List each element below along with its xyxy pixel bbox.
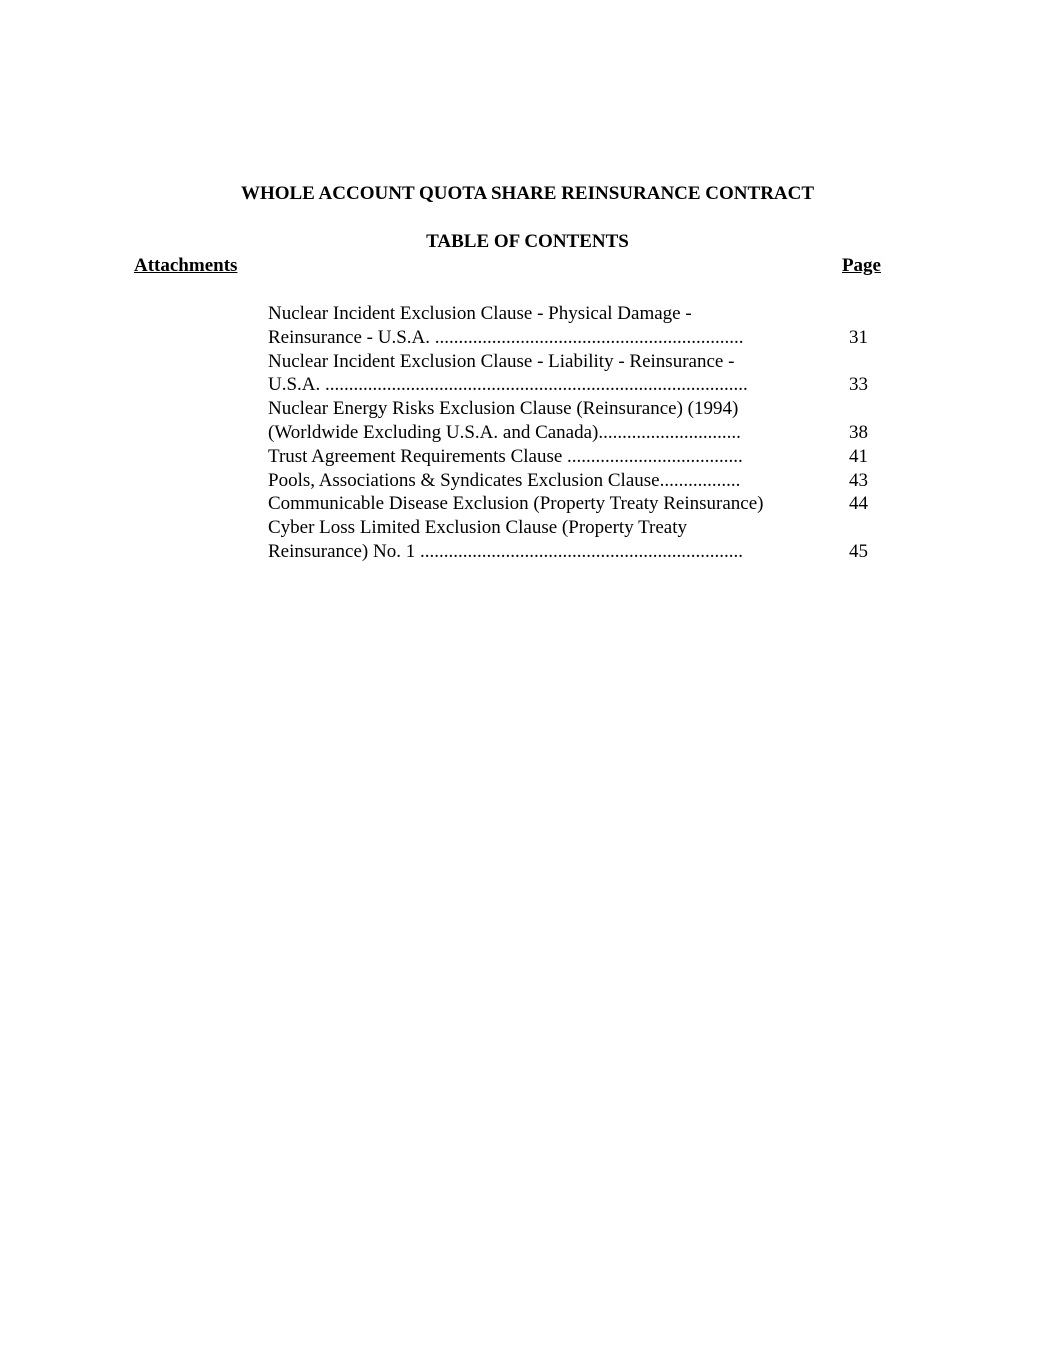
- toc-title: TABLE OF CONTENTS: [426, 231, 629, 252]
- toc-entry-title: Trust Agreement Requirements Clause .....................................: [268, 445, 743, 467]
- toc-entry-title: Nuclear Energy Risks Exclusion Clause (Reinsurance) (1994): [268, 398, 739, 420]
- toc-entry-title-cont: U.S.A. .........................................................................................: [268, 374, 748, 396]
- toc-entry: [268, 469, 878, 493]
- toc-entry-title-cont: (Worldwide Excluding U.S.A. and Canada)..............................: [268, 421, 741, 443]
- toc-entry-page: 38: [849, 421, 868, 443]
- toc-entry-title: Nuclear Incident Exclusion Clause - Physical Damage -: [268, 303, 692, 324]
- toc-entry-page: 31: [849, 326, 868, 348]
- toc-entry: [268, 492, 878, 516]
- toc-entry-title-cont: Reinsurance) No. 1 ....................................................................: [268, 540, 743, 562]
- toc-entry-title: Cyber Loss Limited Exclusion Clause (Property Treaty: [268, 517, 688, 539]
- toc-entry-title-cont: Reinsurance - U.S.A. .................................................................: [268, 326, 744, 348]
- toc-entry-page: 33: [849, 374, 868, 396]
- toc-entry-page: 45: [849, 540, 868, 562]
- toc-entry: [268, 445, 878, 469]
- toc-entry-page: 44: [849, 493, 868, 515]
- toc-entry-title: Nuclear Incident Exclusion Clause - Liability - Reinsurance -: [268, 350, 735, 372]
- toc-entry-page: 41: [849, 445, 868, 467]
- toc-entry-title: Communicable Disease Exclusion (Property Treaty Reinsurance): [268, 493, 764, 515]
- toc-entry-title: Pools, Associations & Syndicates Exclusion Clause.................: [268, 469, 741, 491]
- toc-entry: [268, 397, 878, 445]
- toc-entry: [268, 302, 878, 350]
- toc-entry: [268, 516, 878, 564]
- toc-entry-page: 43: [849, 469, 868, 491]
- column-header-page: Page: [841, 255, 881, 276]
- toc-list: [268, 302, 878, 564]
- column-header-attachments: Attachments: [134, 255, 238, 276]
- toc-entry: [268, 350, 878, 398]
- document-title: WHOLE ACCOUNT QUOTA SHARE REINSURANCE CONTRACT: [240, 183, 815, 204]
